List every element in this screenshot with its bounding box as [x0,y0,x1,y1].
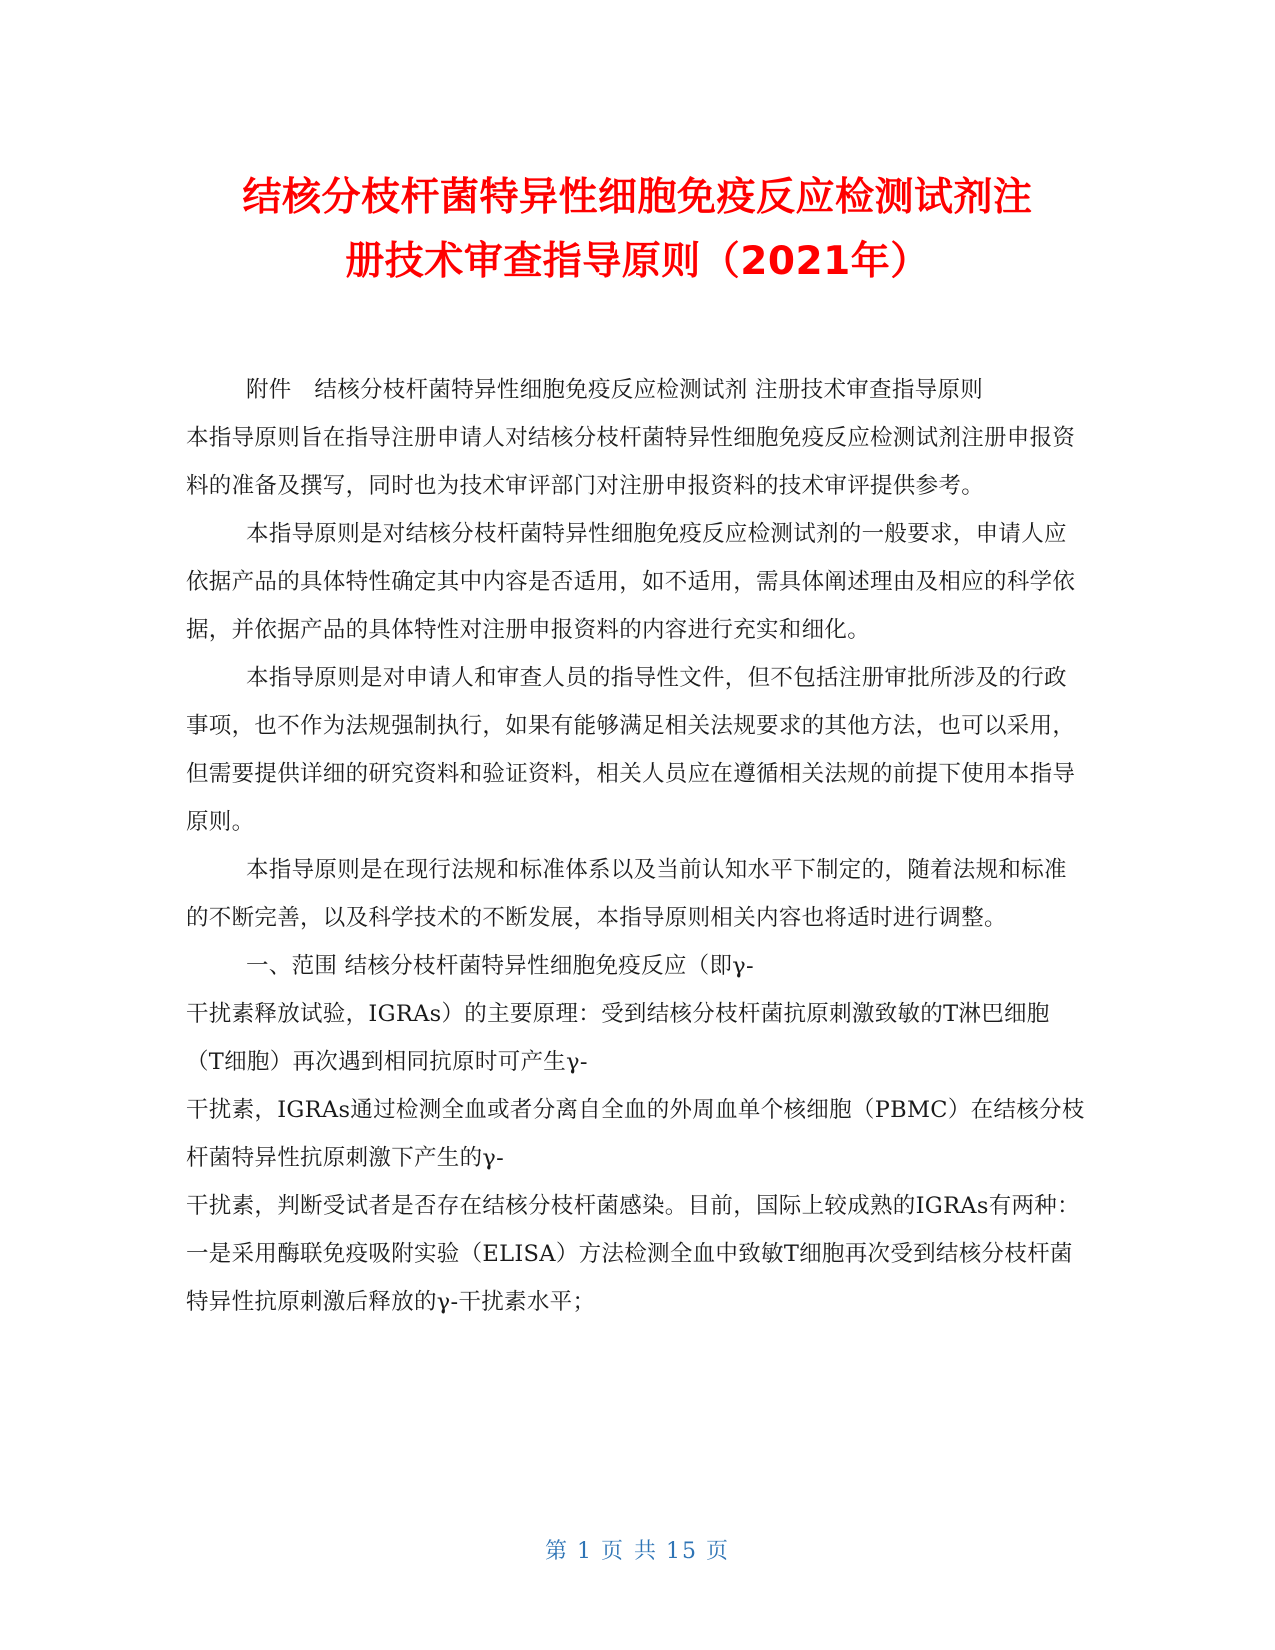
paragraph-guidance-nature: 本指导原则是对申请人和审查人员的指导性文件，但不包括注册审批所涉及的行政事项，也不作为法规强制执行，如果有能够满足相关法规要求的其他方法，也可以采用，但需要提供详细的研究资料和验证资料，相关人员应在遵循相关法规的前提下使用本指导原则。 [186,665,1076,835]
scope-text-2: 干扰素，IGRAs通过检测全血或者分离自全血的外周血单个核细胞（PBMC）在结核分枝杆菌特异性抗原刺激下产生的γ- [186,1097,1085,1171]
footer-total-pages: 15 [666,1539,698,1564]
page-footer [0,1534,1275,1565]
paragraph-purpose: 本指导原则旨在指导注册申请人对结核分枝杆菌特异性细胞免疫反应检测试剂注册申报资料的准备及撰写，同时也为技术审评部门对注册申报资料的技术审评提供参考。 [186,425,1076,499]
title-line-2: 册技术审查指导原则（2021年） [345,239,930,284]
footer-middle: 页 共 [601,1539,658,1564]
paragraph-general-requirements: 本指导原则是对结核分枝杆菌特异性细胞免疫反应检测试剂的一般要求，申请人应依据产品的具体特性确定其中内容是否适用，如不适用，需具体阐述理由及相应的科学依据，并依据产品的具体特性对注册申报资料的内容进行充实和细化。 [186,521,1076,643]
footer-page-number: 1 [577,1539,593,1564]
footer-prefix: 第 [544,1539,569,1564]
attachment-line: 附件 结核分枝杆菌特异性细胞免疫反应检测试剂 注册技术审查指导原则 [246,377,984,403]
paragraph-adjustment: 本指导原则是在现行法规和标准体系以及当前认知水平下制定的，随着法规和标准的不断完善，以及科学技术的不断发展，本指导原则相关内容也将适时进行调整。 [186,857,1067,931]
scope-text-3: 干扰素，判断受试者是否存在结核分枝杆菌感染。目前，国际上较成熟的IGRAs有两种：一是采用酶联免疫吸附实验（ELISA）方法检测全血中致敏T细胞再次受到结核分枝杆菌特异性抗原刺激后释放的γ-干扰素水平； [186,1193,1080,1315]
document-body [186,366,1086,1326]
document-title [150,166,1125,294]
section-scope-heading: 一、范围 结核分枝杆菌特异性细胞免疫反应（即γ- [246,953,754,979]
footer-suffix: 页 [706,1539,731,1564]
scope-text-1: 干扰素释放试验，IGRAs）的主要原理：受到结核分枝杆菌抗原刺激致敏的T淋巴细胞（T细胞）再次遇到相同抗原时可产生γ- [186,1001,1050,1075]
title-line-1: 结核分枝杆菌特异性细胞免疫反应检测试剂注 [242,175,1033,220]
